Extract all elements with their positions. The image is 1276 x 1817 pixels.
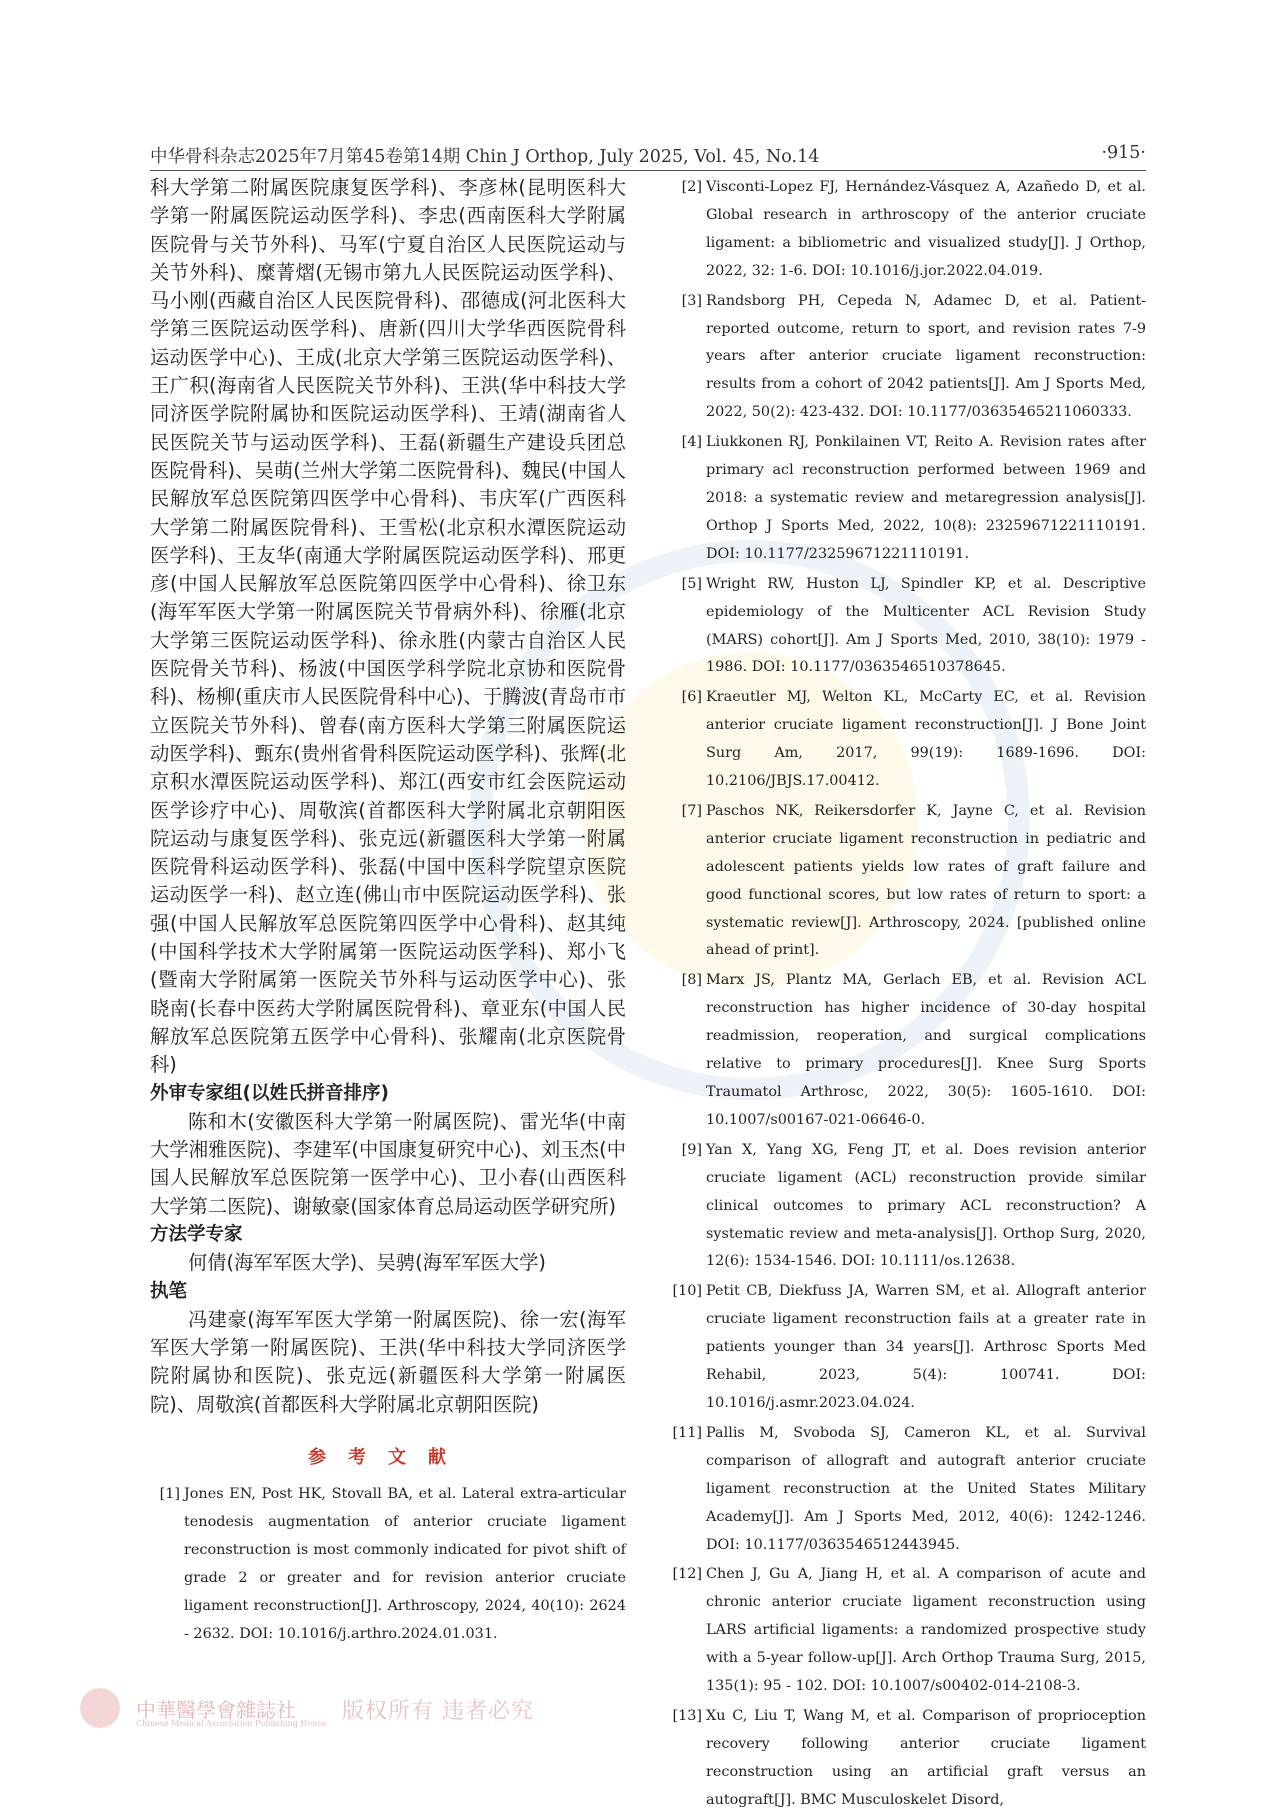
- writers-heading: 执笔: [150, 1280, 188, 1302]
- reference-number: [1]: [159, 1486, 180, 1503]
- references-title: 参考文献: [308, 1447, 468, 1469]
- reference-text: Paschos NK, Reikersdorfer K, Jayne C, et al. Revision anterior cruciate ligament reconstruction in pediatric and adolescent patients yields low rates of graft failure and good functional scores, but low rates of return to sport: a systematic review[J]. Arthroscopy, 2024. [published online ahead of print].: [706, 802, 1146, 959]
- reference-text: Chen J, Gu A, Jiang H, et al. A comparison of acute and chronic anterior cruciate ligament reconstruction using LARS artificial ligaments: a randomized prospective study with a 5-year follow-up[J]. Arch Orthop Trauma Surg, 2015, 135(1): 95 - 102. DOI: 10.1007/s00402-014-2108-3.: [706, 1566, 1146, 1695]
- reference-item: [672, 684, 1146, 796]
- reference-text: Yan X, Yang XG, Feng JT, et al. Does revision anterior cruciate ligament (ACL) reconstruction provide similar clinical outcomes to primary ACL reconstruction? A systematic review and meta-analysis[J]. Orthop Surg, 2020, 12(6): 1534-1546. DOI: 10.1111/os.12638.: [706, 1141, 1146, 1270]
- expert-list-continued: 科大学第二附属医院康复医学科)、李彦林(昆明医科大学第一附属医院运动医学科)、李忠(西南医科大学附属医院骨与关节外科)、马军(宁夏自治区人民医院运动与关节外科)、糜菁熠(无锡市第九人民医院运动医学科)、马小刚(西藏自治区人民医院骨科)、邵德成(河北医科大学第三医院运动医学科)、唐新(四川大学华西医院骨科运动医学中心)、王成(北京大学第三医院运动医学科)、王广积(海南省人民医院关节外科)、王洪(华中科技大学同济医学院附属协和医院运动医学科)、王靖(湖南省人民医院关节与运动医学科)、王磊(新疆生产建设兵团总医院骨科)、吴萌(兰州大学第二医院骨科)、魏民(中国人民解放军总医院第四医学中心骨科)、韦庆军(广西医科大学第二附属医院骨科)、王雪松(北京积水潭医院运动医学科)、王友华(南通大学附属医院运动医学科)、邢更彦(中国人民解放军总医院第四医学中心骨科)、徐卫东(海军军医大学第一附属医院关节骨病外科)、徐雁(北京大学第三医院运动医学科)、徐永胜(内蒙古自治区人民医院骨关节科)、杨波(中国医学科学院北京协和医院骨科)、杨柳(重庆市人民医院骨科中心)、于腾波(青岛市市立医院关节外科)、曾春(南方医科大学第三附属医院运动医学科)、甄东(贵州省骨科医院运动医学科)、张辉(北京积水潭医院运动医学科)、郑江(西安市红会医院运动医学诊疗中心)、周敬滨(首都医科大学附属北京朝阳医院运动与康复医学科)、张克远(新疆医科大学第一附属医院骨科运动医学科)、张磊(中国中医科学院望京医院运动医学一科)、赵立连(佛山市中医院运动医学科)、张强(中国人民解放军总医院第四医学中心骨科)、赵其纯(中国科学技术大学附属第一医院运动医学科)、郑小飞(暨南大学附属第一医院关节外科与运动医学中心)、张晓南(长春中医药大学附属医院骨科)、章亚东(中国人民解放军总医院第五医学中心骨科)、张耀南(北京医院骨科): [150, 176, 626, 1077]
- reference-text: Pallis M, Svoboda SJ, Cameron KL, et al. Survival comparison of allograft and autograft anterior cruciate ligament reconstruction at the United States Military Academy[J]. Am J Sports Med, 2012, 40(6): 1242-1246. DOI: 10.1177/0363546512443945.: [706, 1424, 1146, 1553]
- reference-text: Liukkonen RJ, Ponkilainen VT, Reito A. Revision rates after primary acl reconstruction performed between 1969 and 2018: a systematic review and metaregression analysis[J]. Orthop J Sports Med, 2022, 10(8): 23259671221110191. DOI: 10.1177/23259671221110191.: [706, 434, 1146, 562]
- reference-text: Petit CB, Diekfuss JA, Warren SM, et al. Allograft anterior cruciate ligament reconstruction fails at a greater rate in patients younger than 34 years[J]. Arthrosc Sports Med Rehabil, 2023, 5(4): 100741. DOI: 10.1016/j.asmr.2023.04.024.: [706, 1283, 1146, 1411]
- reference-item: [672, 174, 1146, 286]
- reference-item: [672, 571, 1146, 683]
- reference-item: [672, 1420, 1146, 1560]
- running-header: [150, 143, 1146, 167]
- reference-number: [2]: [681, 179, 702, 195]
- reference-item: [672, 429, 1146, 569]
- reference-number: [9]: [681, 1141, 702, 1158]
- reference-number: [7]: [681, 802, 702, 819]
- reference-text: Jones EN, Post HK, Stovall BA, et al. Lateral extra-articular tenodesis augmentation of anterior cruciate ligament reconstruction is most commonly indicated for pivot shift of grade 2 or greater and for revision anterior cruciate ligament reconstruction[J]. Arthroscopy, 2024, 40(10): 2624 - 2632. DOI: 10.1016/j.arthro.2024.01.031.: [184, 1486, 626, 1642]
- reference-number: [5]: [681, 575, 702, 592]
- publisher-logo-icon: [80, 1688, 120, 1728]
- copyright-stamp: 版权所有 违者必究: [342, 1699, 534, 1724]
- reference-item: [672, 1137, 1146, 1277]
- external-reviewers-heading: 外审专家组(以姓氏拼音排序): [150, 1082, 389, 1104]
- reference-text: Marx JS, Plantz MA, Gerlach EB, et al. Revision ACL reconstruction has higher incidence of 30-day hospital readmission, reoperation, and surgical complications relative to primary procedures[J]. Knee Surg Sports Traumatol Arthrosc, 2022, 30(5): 1605-1610. DOI: 10.1007/s00167-021-06646-0.: [706, 972, 1146, 1128]
- reference-text: Randsborg PH, Cepeda N, Adamec D, et al. Patient-reported outcome, return to sport, and revision rates 7-9 years after anterior cruciate ligament reconstruction: results from a cohort of 2042 patients[J]. Am J Sports Med, 2022, 50(2): 423-432. DOI: 10.1177/03635465211060333.: [706, 292, 1146, 421]
- reference-number: [4]: [681, 434, 702, 451]
- reference-number: [11]: [672, 1424, 702, 1441]
- reference-number: [6]: [681, 689, 702, 706]
- reference-number: [13]: [672, 1707, 702, 1724]
- reference-number: [12]: [672, 1566, 702, 1583]
- reference-text: Visconti-Lopez FJ, Hernández-Vásquez A, Azañedo D, et al. Global research in arthroscopy of the anterior cruciate ligament: a bibliometric and visualized study[J]. J Orthop, 2022, 32: 1-6. DOI: 10.1016/j.jor.2022.04.019.: [706, 179, 1146, 279]
- reference-item: [672, 288, 1146, 428]
- methodology-heading: 方法学专家: [150, 1223, 243, 1245]
- external-reviewers-list: 陈和木(安徽医科大学第一附属医院)、雷光华(中南大学湘雅医院)、李建军(中国康复研究中心)、刘玉杰(中国人民解放军总医院第一医学中心)、卫小春(山西医科大学第二医院)、谢敏豪(国家体育总局运动医学研究所): [150, 1109, 626, 1218]
- reference-text: Kraeutler MJ, Welton KL, McCarty EC, et al. Revision anterior cruciate ligament reconstruction[J]. J Bone Joint Surg Am, 2017, 99(19): 1689-1696. DOI: 10.2106/JBJS.17.00412.: [706, 689, 1146, 790]
- writers-list: 冯建豪(海军军医大学第一附属医院)、徐一宏(海军军医大学第一附属医院)、王洪(华中科技大学同济医学院附属协和医院)、张克远(新疆医科大学第一附属医院)、周敬滨(首都医科大学附属北京朝阳医院): [150, 1307, 626, 1416]
- left-column: [150, 174, 626, 1651]
- page-number: ·915·: [1101, 143, 1146, 163]
- publisher-footer: [80, 1688, 534, 1732]
- publisher-name-en: Chinese Medical Association Publishing House: [136, 1719, 327, 1728]
- reference-item: [672, 967, 1146, 1134]
- header-rule: [150, 170, 1146, 171]
- right-column: [672, 174, 1146, 1817]
- reference-item: [672, 798, 1146, 965]
- reference-number: [10]: [672, 1283, 702, 1300]
- reference-text: Xu C, Liu T, Wang M, et al. Comparison of proprioception recovery following anterior cruciate ligament reconstruction using an artificial graft versus an autograft[J]. BMC Musculoskelet Disord,: [706, 1707, 1146, 1808]
- reference-number: [3]: [681, 292, 702, 309]
- reference-item: [672, 1278, 1146, 1418]
- reference-item: [150, 1481, 626, 1648]
- methodology-list: 何倩(海军军医大学)、吴骋(海军军医大学): [188, 1251, 546, 1275]
- journal-citation: 中华骨科杂志2025年7月第45卷第14期 Chin J Orthop, July 2025, Vol. 45, No.14: [150, 147, 820, 167]
- reference-item: [672, 1561, 1146, 1701]
- reference-text: Wright RW, Huston LJ, Spindler KP, et al. Descriptive epidemiology of the Multicenter ACL Revision Study (MARS) cohort[J]. Am J Sports Med, 2010, 38(10): 1979 - 1986. DOI: 10.1177/0363546510378645.: [706, 575, 1146, 676]
- reference-number: [8]: [681, 972, 702, 989]
- publisher-name: 中華醫學會雜誌社: [136, 1698, 296, 1722]
- reference-item: [672, 1703, 1146, 1815]
